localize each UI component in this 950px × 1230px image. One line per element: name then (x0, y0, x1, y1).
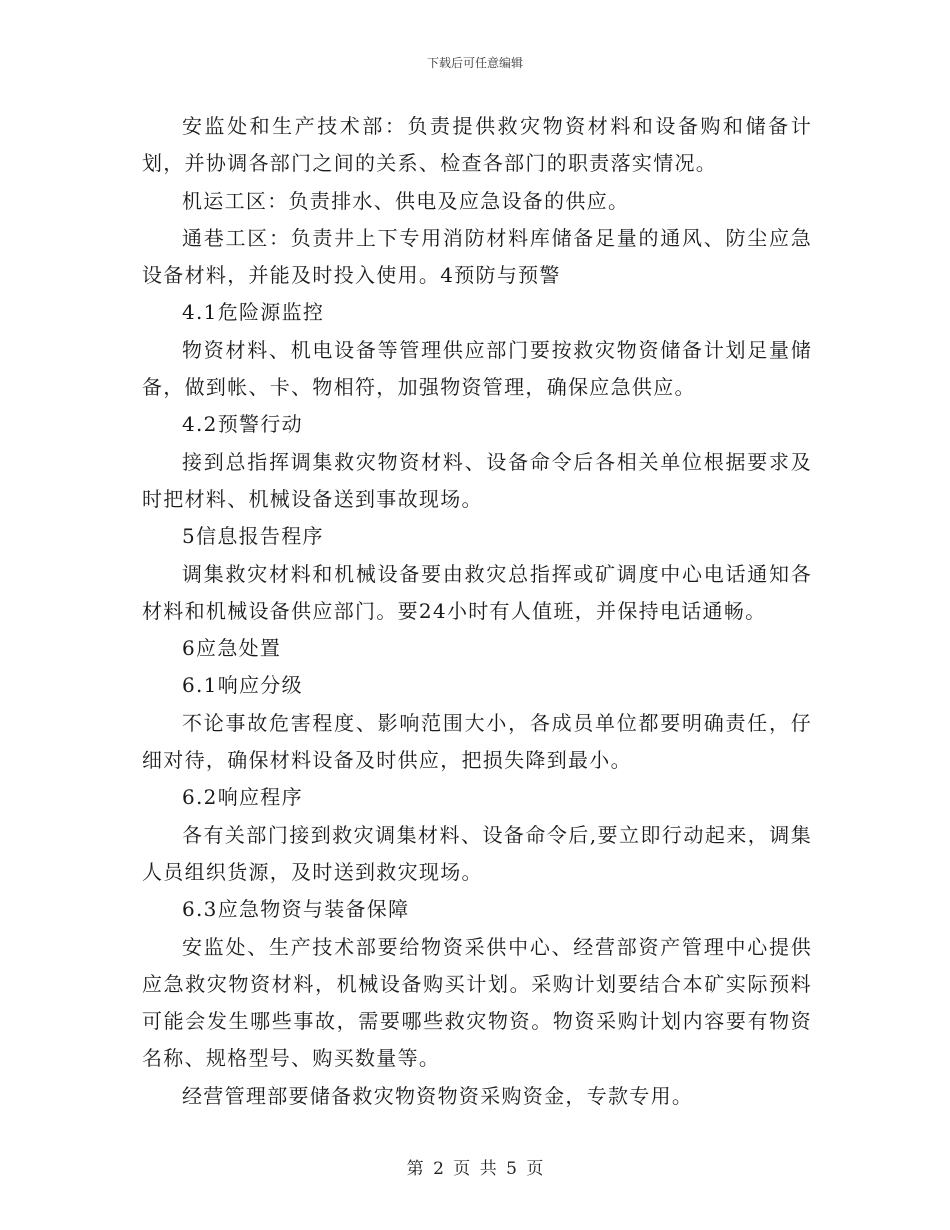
section-heading: 5信息报告程序 (182, 524, 324, 549)
section-heading: 6应急处置 (182, 636, 282, 661)
section-heading: 6.3应急物资与装备保障 (182, 897, 410, 922)
paragraph: 调集救灾材料和机械设备要由救灾总指挥或矿调度中心电话通知各材料和机械设备供应部门。要24小时有人值班，并保持电话通畅。 (142, 561, 812, 623)
paragraph: 经营管理部要储备救灾物资物资采购资金，专款专用。 (182, 1083, 694, 1108)
header-note: 下载后可任意编辑 (426, 56, 523, 70)
paragraph: 物资材料、机电设备等管理供应部门要按救灾物资储备计划足量储备，做到帐、卡、物相符，加强物资管理，确保应急供应。 (142, 337, 812, 400)
paragraph: 通巷工区：负责井上下专用消防材料库储备足量的通风、防尘应急设备材料，并能及时投入使用。4预防与预警 (142, 225, 812, 288)
section-heading: 6.1响应分级 (182, 673, 303, 698)
section-heading: 4.1危险源监控 (182, 300, 325, 325)
paragraph: 不论事故危害程度、影响范围大小，各成员单位都要明确责任，仔细对待，确保材料设备及时供应，把损失降到最小。 (142, 710, 812, 773)
page-number: 第 2 页 共 5 页 (406, 1159, 544, 1179)
paragraph: 机运工区：负责排水、供电及应急设备的供应。 (182, 188, 630, 213)
section-heading: 4.2预警行动 (182, 412, 303, 437)
paragraph: 安监处和生产技术部：负责提供救灾物资材料和设备购和储备计划，并协调各部门之间的关系、检查各部门的职责落实情况。 (142, 114, 812, 176)
document-body (142, 108, 812, 1115)
paragraph: 各有关部门接到救灾调集材料、设备命令后,要立即行动起来，调集人员组织货源，及时送到救灾现场。 (142, 822, 812, 884)
paragraph: 安监处、生产技术部要给物资采供中心、经营部资产管理中心提供应急救灾物资材料，机械设备购买计划。采购计划要结合本矿实际预料可能会发生哪些事故，需要哪些救灾物资。物资采购计划内容要有物资名称、规格型号、购买数量等。 (142, 934, 812, 1071)
paragraph: 接到总指挥调集救灾物资材料、设备命令后各相关单位根据要求及时把材料、机械设备送到事故现场。 (142, 449, 812, 511)
section-heading: 6.2响应程序 (182, 785, 303, 810)
